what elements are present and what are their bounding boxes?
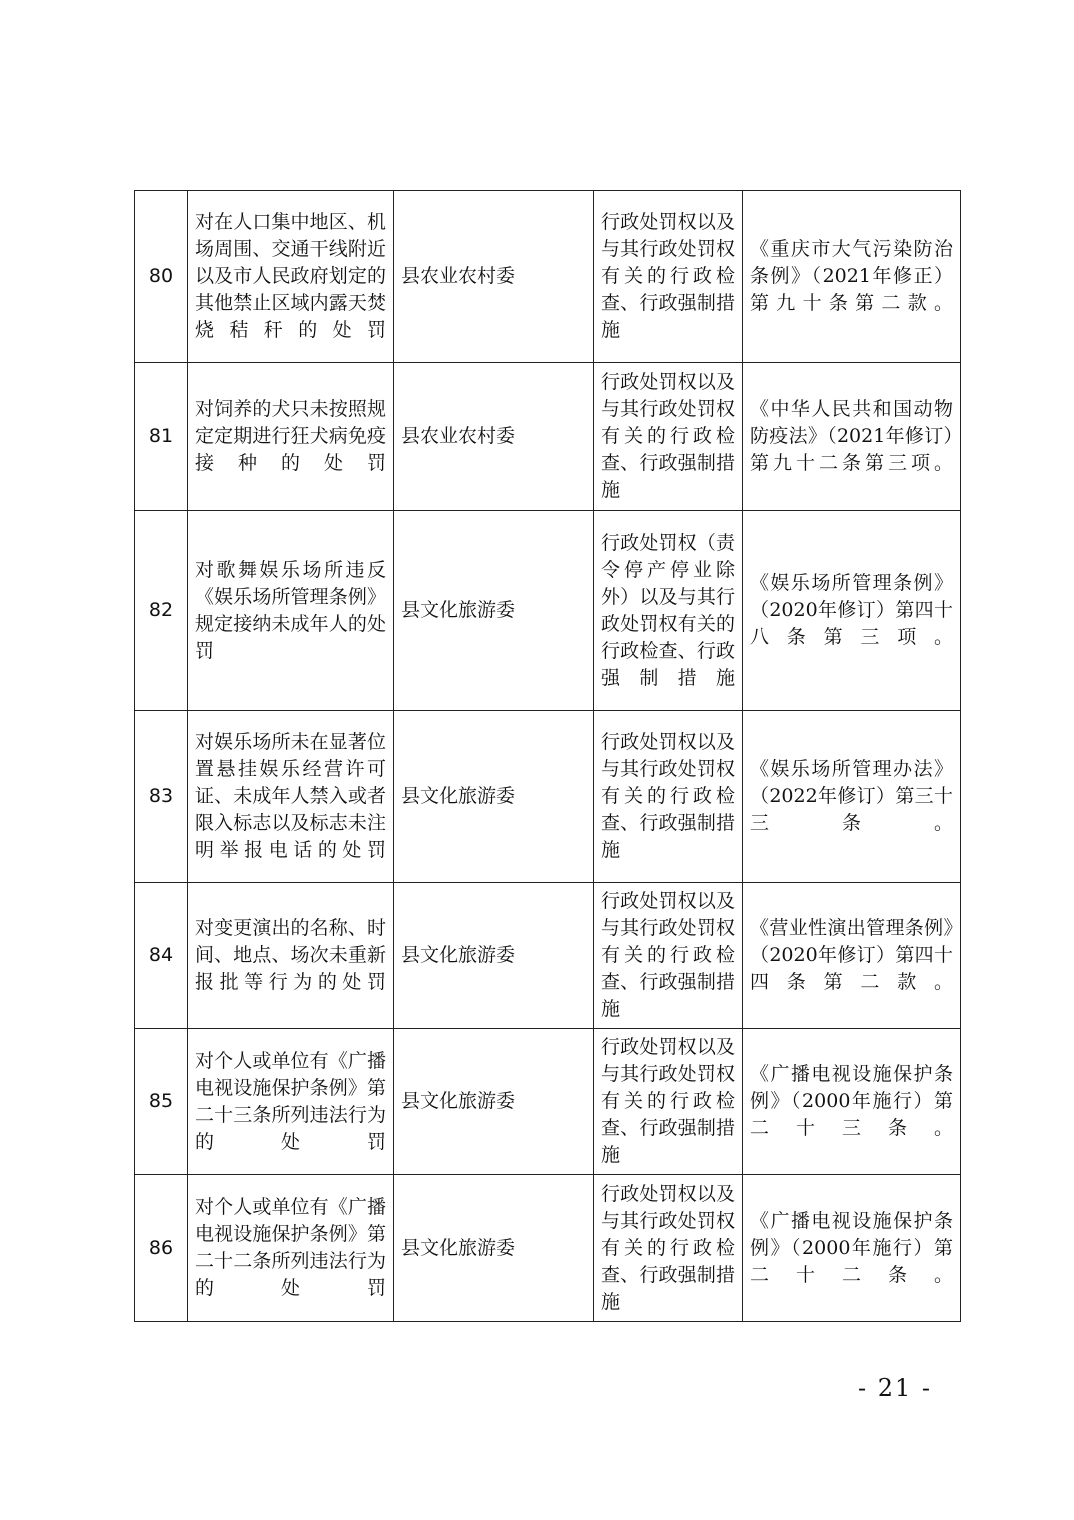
item-description: 对在人口集中地区、机场周围、交通干线附近以及市人民政府划定的其他禁止区域内露天焚烧秸秆的处罚 — [188, 191, 394, 363]
table-row — [135, 883, 961, 1029]
department: 县文化旅游委 — [394, 883, 594, 1029]
table-row — [135, 363, 961, 511]
table-row — [135, 1029, 961, 1175]
authority-scope: 行政处罚权以及与其行政处罚权有关的行政检查、行政强制措施 — [594, 1175, 743, 1322]
authority-scope: 行政处罚权以及与其行政处罚权有关的行政检查、行政强制措施 — [594, 711, 743, 883]
page-number: - 21 - — [858, 1374, 933, 1402]
table-row — [135, 711, 961, 883]
authority-scope: 行政处罚权（责令停产停业除外）以及与其行政处罚权有关的行政检查、行政强制措施 — [594, 511, 743, 711]
department: 县农业农村委 — [394, 363, 594, 511]
row-number: 82 — [135, 511, 188, 711]
table-row — [135, 1175, 961, 1322]
row-number: 85 — [135, 1029, 188, 1175]
legal-basis: 《广播电视设施保护条例》（2000年施行）第二十二条。 — [743, 1175, 961, 1322]
row-number: 80 — [135, 191, 188, 363]
authority-scope: 行政处罚权以及与其行政处罚权有关的行政检查、行政强制措施 — [594, 883, 743, 1029]
row-number: 83 — [135, 711, 188, 883]
row-number: 86 — [135, 1175, 188, 1322]
legal-basis: 《娱乐场所管理办法》（2022年修订）第三十三条。 — [743, 711, 961, 883]
item-description: 对饲养的犬只未按照规定定期进行狂犬病免疫接种的处罚 — [188, 363, 394, 511]
legal-basis: 《广播电视设施保护条例》（2000年施行）第二十三条。 — [743, 1029, 961, 1175]
authority-scope: 行政处罚权以及与其行政处罚权有关的行政检查、行政强制措施 — [594, 363, 743, 511]
item-description: 对个人或单位有《广播电视设施保护条例》第二十二条所列违法行为的处罚 — [188, 1175, 394, 1322]
item-description: 对歌舞娱乐场所违反《娱乐场所管理条例》规定接纳未成年人的处罚 — [188, 511, 394, 711]
legal-basis: 《娱乐场所管理条例》（2020年修订）第四十八条第三项。 — [743, 511, 961, 711]
department: 县文化旅游委 — [394, 1175, 594, 1322]
department: 县文化旅游委 — [394, 511, 594, 711]
item-description: 对娱乐场所未在显著位置悬挂娱乐经营许可证、未成年人禁入或者限入标志以及标志未注明举报电话的处罚 — [188, 711, 394, 883]
table-row — [135, 511, 961, 711]
row-number: 84 — [135, 883, 188, 1029]
legal-basis: 《中华人民共和国动物防疫法》（2021年修订）第九十二条第三项。 — [743, 363, 961, 511]
item-description: 对个人或单位有《广播电视设施保护条例》第二十三条所列违法行为的处罚 — [188, 1029, 394, 1175]
authority-scope: 行政处罚权以及与其行政处罚权有关的行政检查、行政强制措施 — [594, 191, 743, 363]
table-row — [135, 191, 961, 363]
department: 县文化旅游委 — [394, 1029, 594, 1175]
row-number: 81 — [135, 363, 188, 511]
authority-scope: 行政处罚权以及与其行政处罚权有关的行政检查、行政强制措施 — [594, 1029, 743, 1175]
authority-table — [134, 190, 961, 1322]
department: 县文化旅游委 — [394, 711, 594, 883]
item-description: 对变更演出的名称、时间、地点、场次未重新报批等行为的处罚 — [188, 883, 394, 1029]
legal-basis: 《营业性演出管理条例》（2020年修订）第四十四条第二款。 — [743, 883, 961, 1029]
legal-basis: 《重庆市大气污染防治条例》（2021年修正）第九十条第二款。 — [743, 191, 961, 363]
department: 县农业农村委 — [394, 191, 594, 363]
